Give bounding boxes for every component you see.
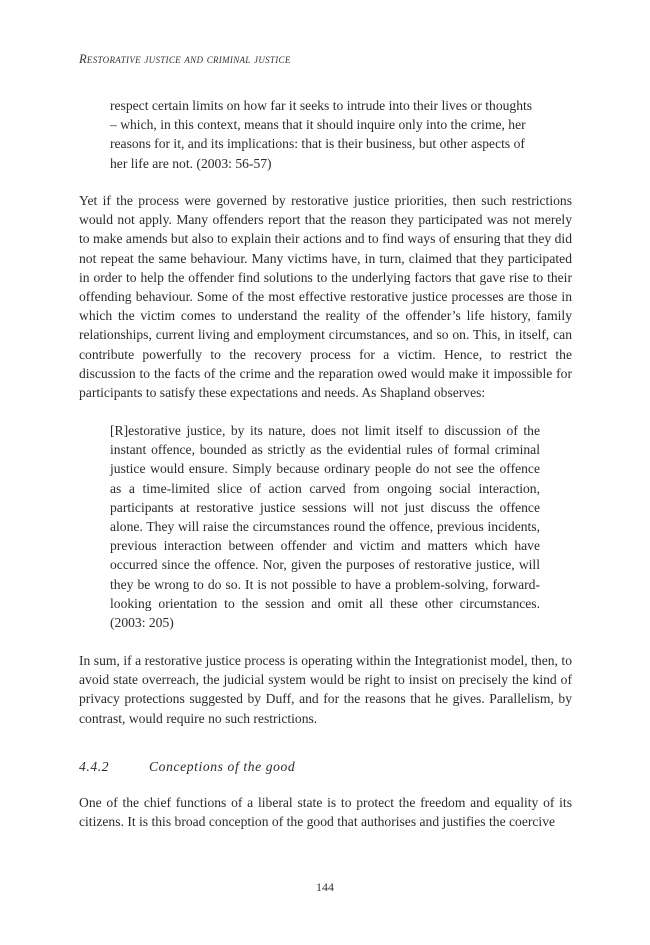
block-quote-shapland: [R]estorative justice, by its nature, does not limit itself to discussion of the instant offence, bounded as strictly as the evidential rules of formal criminal justice would ensure. Simply because ordinary people do not see the offence as a time-limited slice of action carved from ongoing social interaction, participants at restorative justice sessions will not just discuss the offence alone. They will raise the circumstances round the offence, previous incidents, previous interaction between offender and victim and matters which have occurred since the offence. Nor, given the purposes of restorative justice, will they be wrong to do so. It is not possible to have a problem-solving, forward-looking orientation to the session and omit all these other circumstances. (2003: 205): [110, 423, 540, 631]
section-title: Conceptions of the good: [149, 759, 296, 774]
body-paragraph-2: In sum, if a restorative justice process is operating within the Integrationist model, then, to avoid state overreach, the judicial system would be right to insist on precisely the kind of privacy protections suggested by Duff, and for the reasons that he gives. Parallelism, by contrast, would require no such restrictions.: [79, 653, 572, 726]
section-number: 4.4.2: [79, 759, 110, 774]
body-paragraph-3: One of the chief functions of a liberal state is to protect the freedom and equality of its citizens. It is this broad conception of the good that authorises and justifies the coercive: [79, 795, 572, 830]
section-heading: [79, 759, 295, 775]
block-quote-continuation: respect certain limits on how far it seeks to intrude into their lives or thoughts – which, in this context, means that it should inquire only into the crime, her reasons for it, and its implications: that is their business, but other aspects of her life are not. (2003: 56-57): [110, 98, 533, 171]
body-paragraph-1: Yet if the process were governed by restorative justice priorities, then such restrictions would not apply. Many offenders report that the reason they participated was not merely to make amends but also to explain their actions and to find ways of ensuring that they did not repeat the same behaviour. Many victims have, in turn, claimed that they participated in order to help the offender find solutions to the underlying factors that gave rise to their offending behaviour. Some of the most effective restorative justice processes are those in which the victim comes to understand the reality of the offender’s life history, family relationships, current living and employment circumstances, and so on. This, in itself, can contribute powerfully to the recovery process for a victim. Hence, to restrict the discussion to the facts of the crime and the reparation owed would make it impossible for participants to satisfy these expectations and needs. As Shapland observes:: [79, 193, 572, 401]
page-number: 144: [316, 880, 334, 894]
running-head: Restorative justice and criminal justice: [79, 52, 291, 66]
